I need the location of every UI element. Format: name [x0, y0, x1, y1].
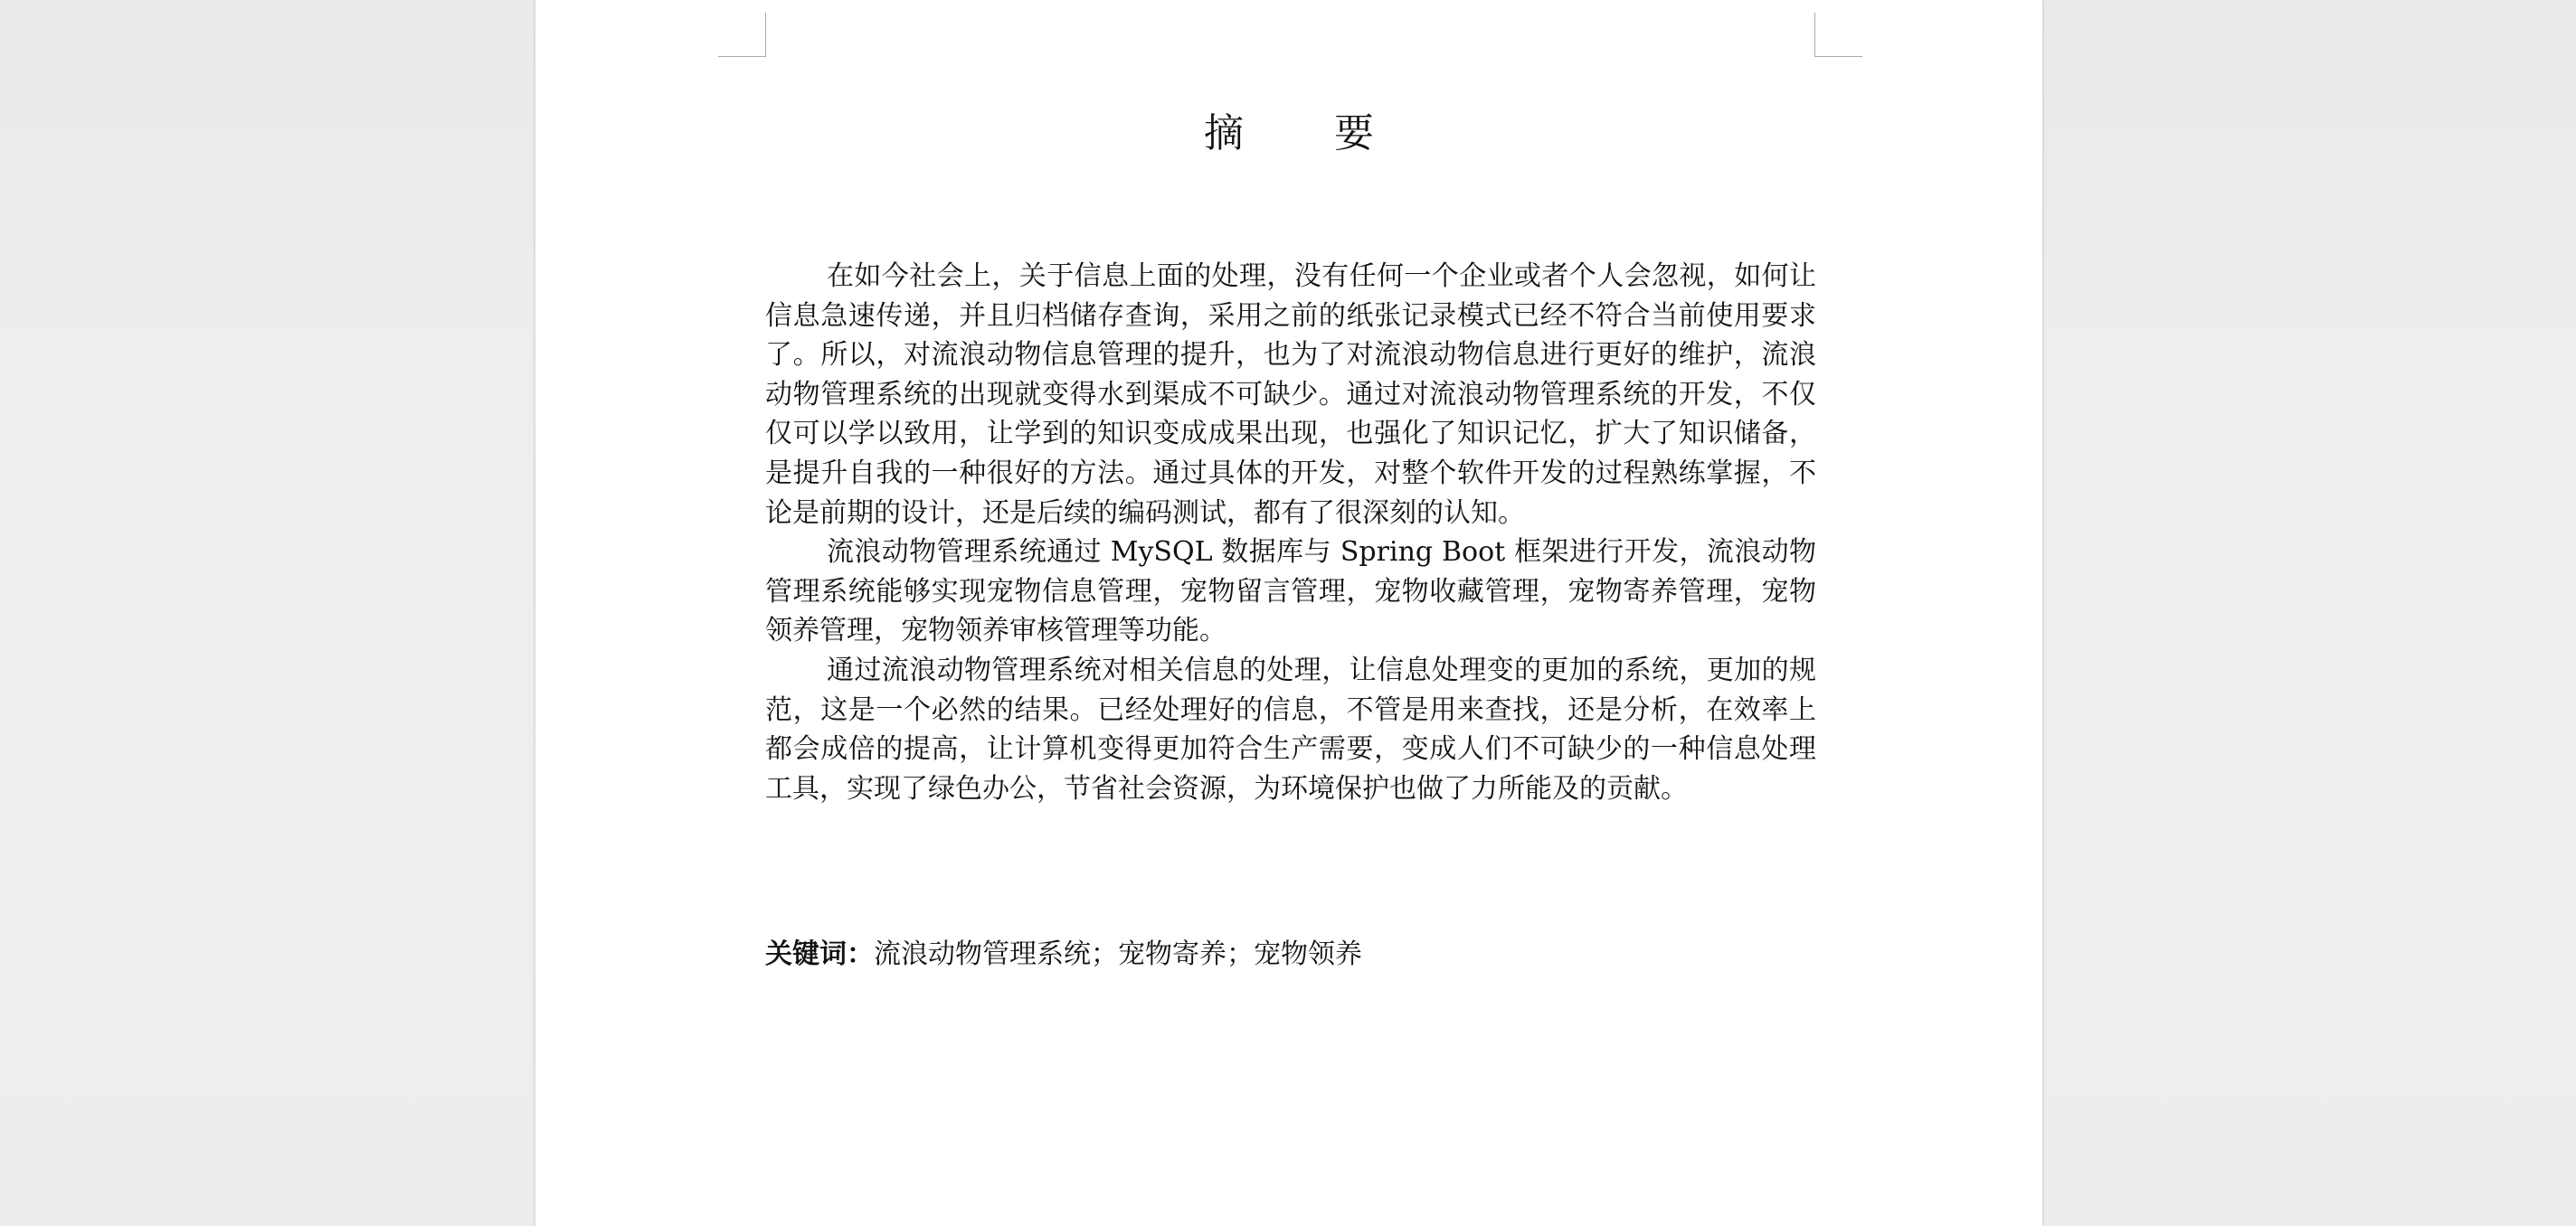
abstract-paragraph-3: 通过流浪动物管理系统对相关信息的处理，让信息处理变的更加的系统，更加的规范，这是一个必然的结果。已经处理好的信息，不管是用来查找，还是分析，在效率上都会成倍的提高，让计算机变得更加符合生产需要，变成人们不可缺少的一种信息处理工具，实现了绿色办公，节省社会资源，为环境保护也做了力所能及的贡献。 — [765, 654, 1816, 805]
keywords-label: 关键词： — [765, 938, 874, 970]
abstract-paragraph-1: 在如今社会上，关于信息上面的处理，没有任何一个企业或者个人会忽视，如何让信息急速传递，并且归档储存查询，采用之前的纸张记录模式已经不符合当前使用要求了。所以，对流浪动物信息管理的提升，也为了对流浪动物信息进行更好的维护，流浪动物管理系统的出现就变得水到渠成不可缺少。通过对流浪动物管理系统的开发，不仅仅可以学以致用，让学到的知识变成成果出现，也强化了知识记忆，扩大了知识储备，是提升自我的一种很好的方法。通过具体的开发，对整个软件开发的过程熟练掌握，不论是前期的设计，还是后续的编码测试，都有了很深刻的认知。 — [765, 260, 1816, 529]
document-page[interactable] — [535, 0, 2043, 1226]
keywords-line — [765, 935, 1816, 975]
margin-corner-top-left — [718, 13, 766, 57]
abstract-title-char-1: 摘 — [1204, 110, 1244, 156]
abstract-title — [535, 107, 2042, 161]
abstract-title-char-2: 要 — [1334, 110, 1374, 156]
abstract-paragraph-2: 流浪动物管理系统通过 MySQL 数据库与 Spring Boot 框架进行开发，流浪动物管理系统能够实现宠物信息管理，宠物留言管理，宠物收藏管理，宠物寄养管理，宠物领养管理，宠物领养审核管理等功能。 — [765, 536, 1816, 647]
margin-corner-top-right — [1814, 13, 1862, 57]
keywords-value: 流浪动物管理系统；宠物寄养；宠物领养 — [874, 938, 1362, 970]
abstract-body[interactable] — [765, 257, 1816, 808]
